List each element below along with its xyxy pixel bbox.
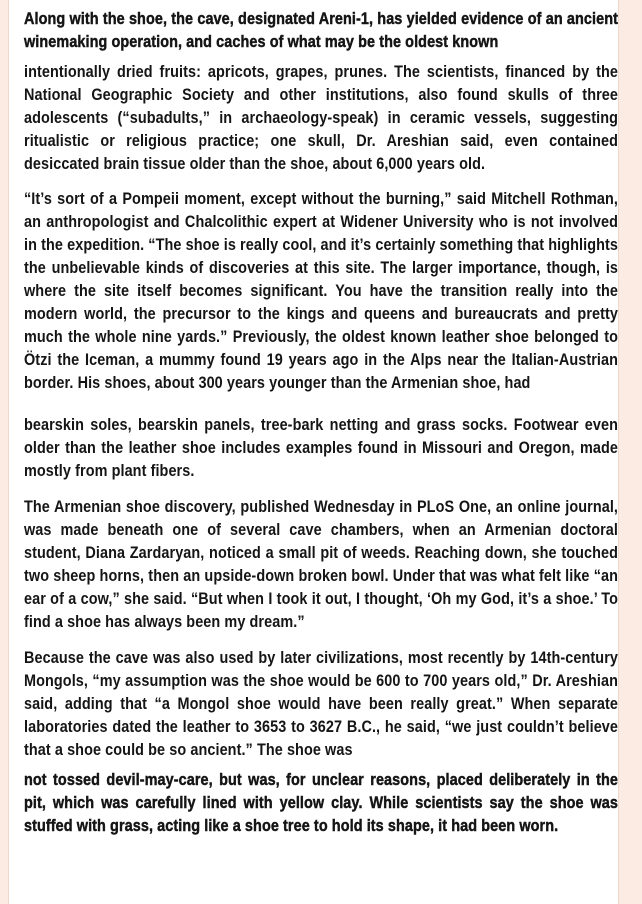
page-margin-left	[0, 0, 9, 904]
article-paragraph-4: bearskin soles, bearskin panels, tree-bark netting and grass socks. Footwear even older than the leather shoe includes examples found in Missouri and Oregon, made mostly from plant fibers.	[24, 415, 619, 480]
article-paragraph-2: intentionally dried fruits: apricots, grapes, prunes. The scientists, financed by the National Geographic Society and other institutions, also found skulls of three adolescents (“subadults,” in archaeology-speak) in ceramic vessels, suggesting ritualistic or religious practice; one skull, Dr. Areshian said, even contained desiccated brain tissue older than the shoe, about 6,000 years old.	[24, 62, 619, 173]
page-margin-right	[618, 0, 642, 904]
article-paragraph-6: Because the cave was also used by later civilizations, most recently by 14th-century Mongols, “my assumption was the shoe would be 600 to 700 years old,” Dr. Areshian said, adding that “a Mongol shoe would have been really great.” When separate laboratories dated the leather to 3653 to 3627 B.C., he said, “we just couldn’t believe that a shoe could be so ancient.” The shoe was	[24, 648, 619, 759]
article-paragraph-1: Along with the shoe, the cave, designated Areni-1, has yielded evidence of an ancient winemaking operation, and caches of what may be the oldest known	[24, 9, 619, 51]
article-paragraph-7: not tossed devil-may-care, but was, for unclear reasons, placed deliberately in the pit, which was carefully lined with yellow clay. While scientists say the shoe was stuffed with grass, acting like a shoe tree to hold its shape, it had been worn.	[24, 770, 619, 835]
article-paragraph-5: The Armenian shoe discovery, published Wednesday in PLoS One, an online journal, was made beneath one of several cave chambers, when an Armenian doctoral student, Diana Zardaryan, noticed a small pit of weeds. Reaching down, she touched two sheep horns, then an upside-down broken bowl. Under that was what felt like “an ear of a cow,” she said. “But when I took it out, I thought, ‘Oh my God, it’s a shoe.’ To find a shoe has always been my dream.”	[24, 497, 619, 631]
article-paragraph-3: “It’s sort of a Pompeii moment, except without the burning,” said Mitchell Rothman, an anthropologist and Chalcolithic expert at Widener University who is not involved in the expedition. “The shoe is really cool, and it’s certainly something that highlights the unbelievable kinds of discoveries at this site. The larger importance, though, is where the site itself becomes significant. You have the transition really into the modern world, the precursor to the kings and queens and bureaucrats and pretty much the whole nine yards.” Previously, the oldest known leather shoe belonged to Ötzi the Iceman, a mummy found 19 years ago in the Alps near the Italian-Austrian border. His shoes, about 300 years younger than the Armenian shoe, had	[24, 189, 619, 392]
article-page	[24, 7, 618, 837]
